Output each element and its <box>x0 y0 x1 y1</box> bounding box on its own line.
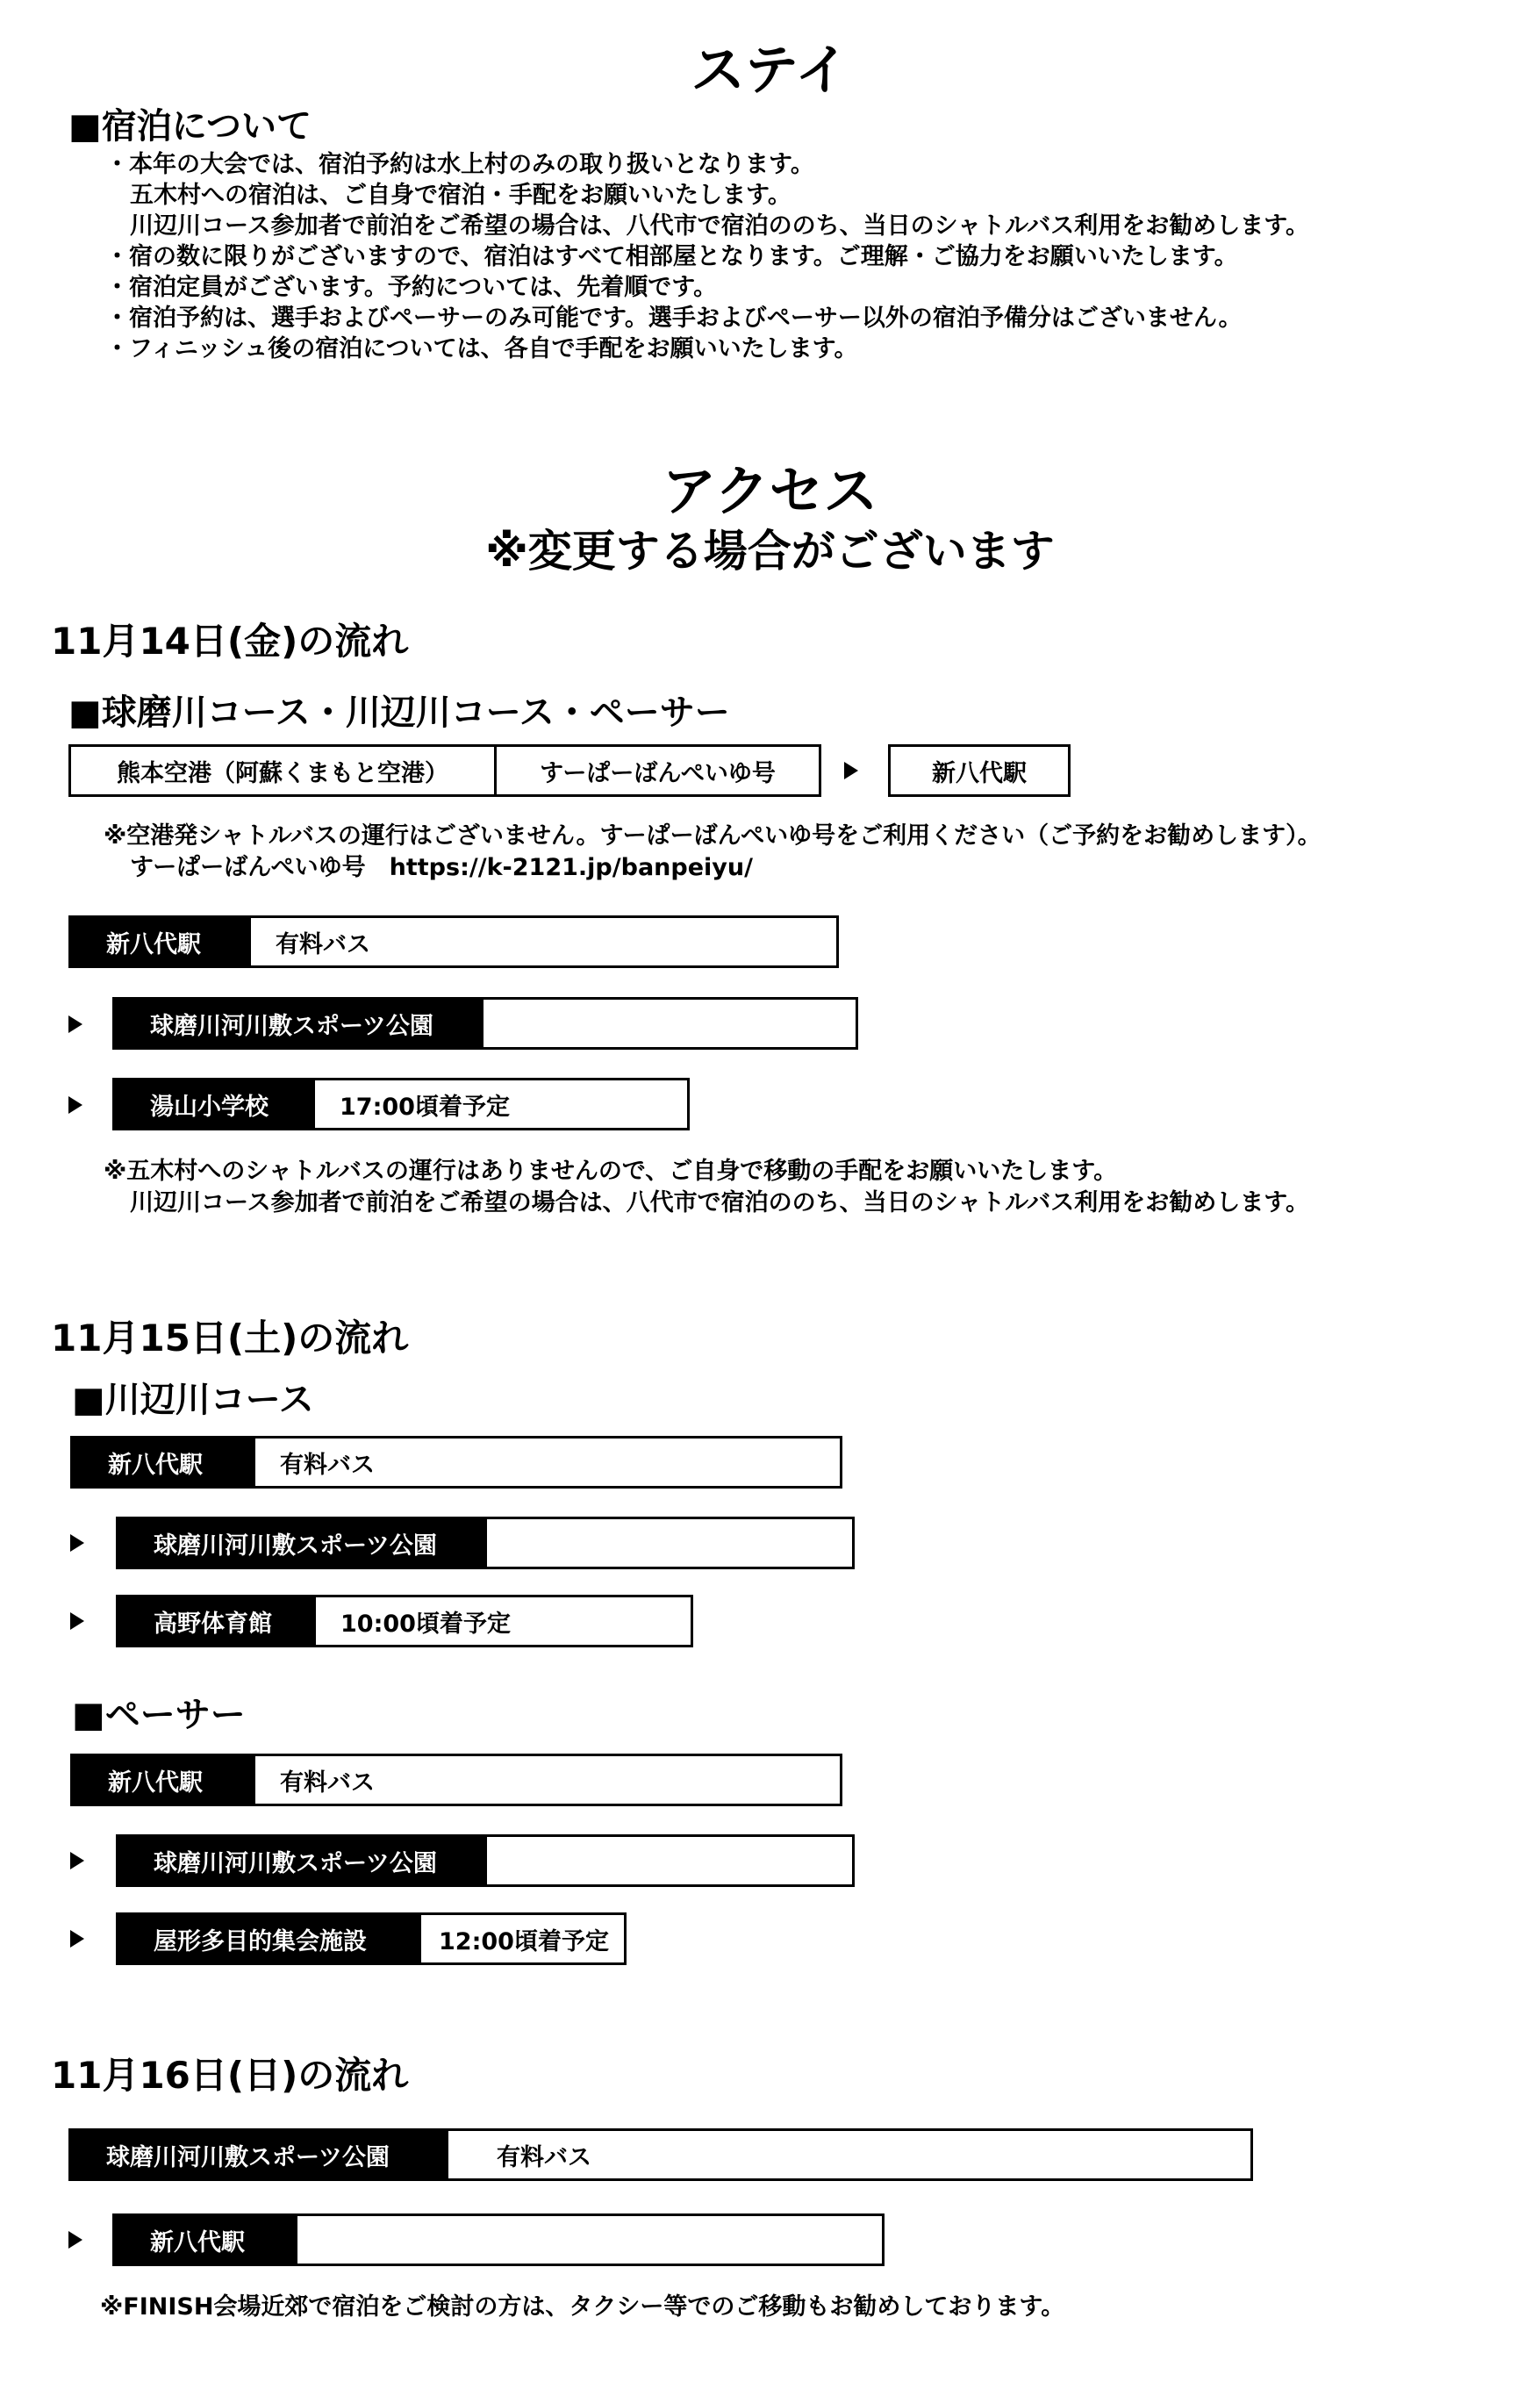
arrow-right-icon <box>70 1930 84 1948</box>
stay-bullet: 五木村への宿泊は、ご自身で宿泊・手配をお願いいたします。 <box>130 182 791 209</box>
route-row <box>116 1912 627 1965</box>
route-row <box>70 1436 842 1489</box>
arrow-right-icon <box>68 2231 82 2249</box>
arrow-right-icon <box>68 1096 82 1114</box>
stay-bullet-list <box>105 149 1309 364</box>
route-destination: 湯山小学校 <box>115 1080 315 1128</box>
day15-heading-kawabe: ■川辺川コース <box>72 1380 314 1420</box>
stay-bullet: ・フィニッシュ後の宿泊については、各自で手配をお願いいたします。 <box>105 335 858 362</box>
route-arrival-time: 10:00頃着予定 <box>340 1610 511 1638</box>
arrow-right-icon <box>844 762 858 779</box>
day14-note-link: すーぱーばんぺいゆ号 https://k-2121.jp/banpeiyu/ <box>130 854 753 881</box>
route-transport: 有料バス <box>280 1451 375 1479</box>
day14-heading: ■球磨川コース・川辺川コース・ペーサー <box>68 692 730 733</box>
bus-name-box: すーぱーばんぺいゆ号 <box>494 744 821 797</box>
route-transport: 有料バス <box>280 1769 375 1797</box>
route-transport: 有料バス <box>497 2143 591 2171</box>
day14-date: 11月14日(金)の流れ <box>51 620 409 663</box>
route-row <box>116 1517 855 1569</box>
stay-bullet: ・宿泊予約は、選手およびペーサーのみ可能です。選手およびペーサー以外の宿泊予備分はございません。 <box>105 305 1243 332</box>
route-arrival-time: 12:00頃着予定 <box>439 1927 609 1955</box>
route-row <box>70 1754 842 1806</box>
route-row <box>116 1834 855 1887</box>
route-arrival-time: 17:00頃着予定 <box>340 1093 510 1121</box>
station-box: 新八代駅 <box>888 744 1071 797</box>
access-title: アクセス <box>662 459 878 523</box>
route-row <box>112 997 858 1050</box>
arrow-right-icon <box>68 1015 82 1033</box>
route-stop: 球磨川河川敷スポーツ公園 <box>115 1000 483 1047</box>
route-stop-info <box>487 1837 852 1884</box>
day15-date: 11月15日(土)の流れ <box>51 1317 409 1360</box>
arrow-right-icon <box>70 1612 84 1630</box>
route-row <box>68 915 839 968</box>
route-row <box>68 2128 1253 2181</box>
route-origin: 新八代駅 <box>73 1439 255 1486</box>
route-row <box>112 1078 690 1130</box>
stay-heading: ■宿泊について <box>68 106 312 147</box>
stay-bullet: 川辺川コース参加者で前泊をご希望の場合は、八代市で宿泊ののち、当日のシャトルバス利用をお勧めします。 <box>130 212 1310 240</box>
day15-heading-pacer: ■ペーサー <box>72 1695 246 1735</box>
route-origin: 球磨川河川敷スポーツ公園 <box>71 2131 448 2178</box>
stay-bullet: ・宿の数に限りがございますので、宿泊はすべて相部屋となります。ご理解・ご協力をお願いいたします。 <box>105 243 1238 270</box>
route-stop: 球磨川河川敷スポーツ公園 <box>118 1519 487 1567</box>
route-transport: 有料バス <box>276 930 370 958</box>
access-subtitle: ※変更する場合がございます <box>485 526 1055 577</box>
airport-box: 熊本空港（阿蘇くまもと空港） <box>68 744 497 797</box>
day16-note: ※FINISH会場近郊で宿泊をご検討の方は、タクシー等でのご移動もお勧めしております。 <box>100 2293 1065 2321</box>
stay-bullet: ・宿泊定員がございます。予約については、先着順です。 <box>105 274 718 301</box>
route-row <box>112 2213 885 2266</box>
route-stop-info <box>483 1000 856 1047</box>
route-origin: 新八代駅 <box>73 1756 255 1804</box>
arrow-right-icon <box>70 1534 84 1552</box>
route-destination: 高野体育館 <box>118 1597 316 1645</box>
route-stop-info <box>297 2216 882 2264</box>
day14-note: ※空港発シャトルバスの運行はございません。すーぱーばんぺいゆ号をご利用ください（ご予約をお勧めします）。 <box>104 822 1322 850</box>
route-row <box>116 1595 693 1647</box>
route-destination: 屋形多目的集会施設 <box>118 1915 421 1962</box>
route-stop: 球磨川河川敷スポーツ公園 <box>118 1837 487 1884</box>
day14-note: ※五木村へのシャトルバスの運行はありませんので、ご自身で移動の手配をお願いいたします。 <box>104 1158 1118 1185</box>
route-stop-info <box>487 1519 852 1567</box>
day14-note: 川辺川コース参加者で前泊をご希望の場合は、八代市で宿泊ののち、当日のシャトルバス利用をお勧めします。 <box>130 1189 1310 1216</box>
arrow-right-icon <box>70 1852 84 1869</box>
day16-date: 11月16日(日)の流れ <box>51 2054 409 2097</box>
route-origin: 新八代駅 <box>71 918 251 965</box>
stay-title: ステイ <box>691 38 849 102</box>
stay-bullet: ・本年の大会では、宿泊予約は水上村のみの取り扱いとなります。 <box>105 151 814 178</box>
route-destination: 新八代駅 <box>115 2216 297 2264</box>
